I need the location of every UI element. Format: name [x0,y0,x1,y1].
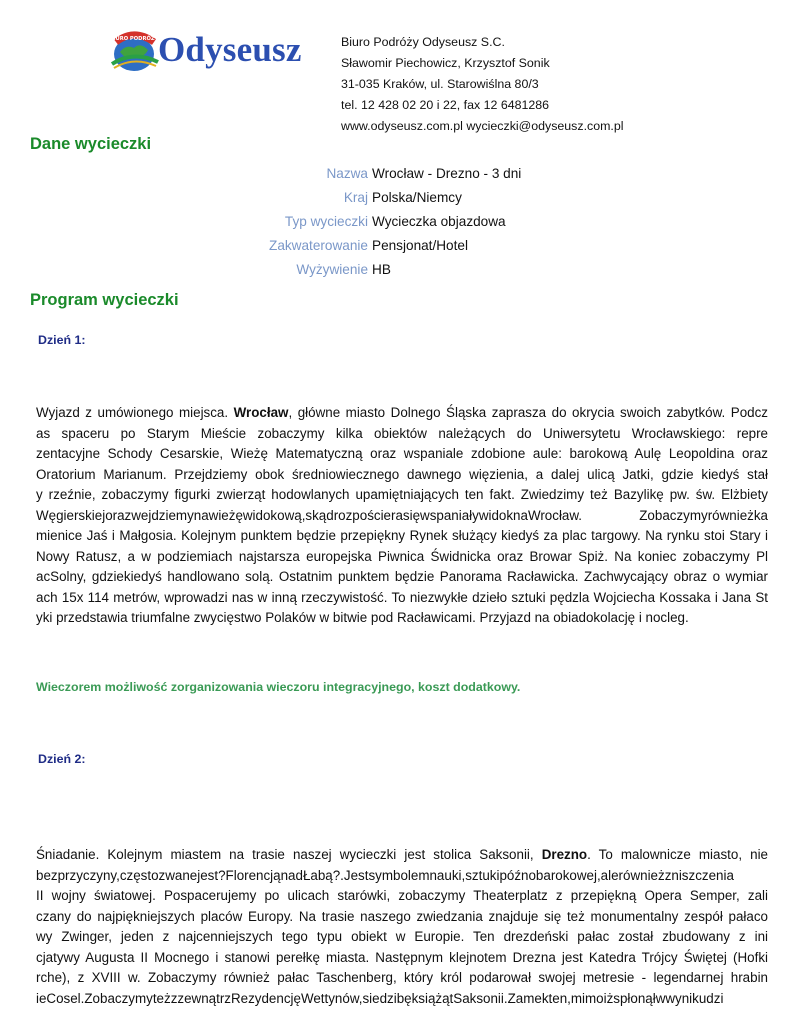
trip-details-heading: Dane wycieczki [30,135,152,153]
paragraph-line: cjatywy Augusta II Mocnego i stanowi perełkę miasta. Następnym klejnotem Drezna jest Katedra Trójcy Świętej (Hofki [36,949,768,965]
paragraph-line: wy Zwinger, jeden z najcenniejszych tego typu obiekt w Europie. Ten drezdeński pałac został zbudowany z ini [36,929,768,944]
paragraph-line: as spaceru po Starym Mieście zobaczymy kilka obiektów należących do Uniwersytetu Wrocławskiego: repre [36,425,768,441]
trip-label: Kraj [343,190,368,205]
trip-value: HB [372,262,391,277]
paragraph-line: ach 15x 114 metrów, wprowadzi nas w inną rzeczywistość. To niezwykłe dzieło sztuki pędzla Wojciecha Kossaka i Jana St [36,589,768,605]
day-1-title: Dzień 1: [38,333,86,347]
trip-label: Nazwa [326,166,368,181]
trip-value: Polska/Niemcy [372,190,462,205]
trip-label: Zakwaterowanie [269,238,368,253]
paragraph-line: Węgierskiejorazwejdziemynawieżęwidokową,skądrozpościerasięwspaniaływidoknaWrocław. Zobaczymyrównieżka [36,507,768,523]
paragraph-line: czany do najpiękniejszych placów Europy. Na trasie naszego zwiedzania znajduje się też monumentalny zespół pałaco [36,908,768,924]
logo-badge-text: BIURO PODRÓŻY [109,36,159,42]
paragraph-line: Śniadanie. Kolejnym miastem na trasie naszej wycieczki jest stolica Saksonii, Drezno. To malownicze miasto, nie [36,847,768,862]
trip-details-table [0,163,791,283]
paragraph-line: y rzeźnie, zobaczymy figurki zwierząt hodowlanych upamiętniających ten fakt. Zwiedzimy też Bazylikę pw. św. Elżbiety [36,487,768,502]
paragraph-line: rche), z XVIII w. Zobaczymy również pałac Taschenberg, który król podarował swojej metresie - legendarnej hrabin [36,970,768,985]
day-1-description [36,403,768,629]
trip-row-type [0,211,791,235]
trip-value: Wrocław - Drezno - 3 dni [372,166,522,181]
trip-value: Wycieczka objazdowa [372,214,506,229]
paragraph-line: bezprzyczyny,częstozwanejest?FlorencjąnadŁabą?.Jestsymbolemnauki,sztukipóźnobarokowej,alerównieżzniszczenia [36,867,734,883]
paragraph-line: II wojny światowej. Pospacerujemy po ulicach starówki, zobaczymy Theaterplatz z przepiękną Opera Semper, zali [36,888,768,903]
trip-value: Pensjonat/Hotel [372,238,468,253]
company-name: Biuro Podróży Odyseusz S.C. [341,35,505,49]
evening-note: Wieczorem możliwość zorganizowania wieczoru integracyjnego, koszt dodatkowy. [36,680,521,694]
paragraph-line: Oratorium Marianum. Przejdziemy obok średniowiecznego dawnego więzienia, a dalej ulicą Jatki, gdzie kiedyś stał [36,466,768,482]
company-web-email: www.odyseusz.com.pl wycieczki@odyseusz.com.pl [341,119,624,133]
trip-label: Wyżywienie [296,262,368,277]
trip-row-country [0,187,791,211]
company-phone: tel. 12 428 02 20 i 22, fax 12 6481286 [341,98,550,112]
paragraph-line: zentacyjne Schody Cesarskie, Wieżę Matematyczną oraz wspaniale zdobione aule: barokową Aulę Leopoldina oraz [36,446,768,461]
company-address: 31-035 Kraków, ul. Starowiślna 80/3 [341,77,539,91]
company-logo [106,28,306,76]
trip-row-accommodation [0,235,791,259]
trip-row-board [0,259,791,283]
trip-row-name [0,163,791,187]
paragraph-line: ieCosel.ZobaczymyteżzzewnątrzRezydencjęWettynów,siedzibęksiążątSaksonii.Zamekten,mimoiżspłonąłwwynikudzi [36,990,724,1006]
company-owners: Sławomir Piechowicz, Krzysztof Sonik [341,56,550,70]
trip-label: Typ wycieczki [284,214,368,229]
day-2-title: Dzień 2: [38,752,86,766]
paragraph-line: mienice Jaś i Małgosia. Kolejnym punktem będzie przepiękny Rynek służący kiedyś za plac targowy. Na rynku stoi Stary i [36,528,768,543]
paragraph-line: Wyjazd z umówionego miejsca. Wrocław, główne miasto Dolnego Śląska zaprasza do okrycia swoich zabytków. Podcz [36,405,768,420]
paragraph-line: acSolny, gdziekiedyś handlowano solą. Ostatnim punktem będzie Panorama Racławicka. Zachwycający obraz o wymiar [36,569,768,584]
company-contact-block [341,32,624,137]
logo-wordmark: Odyseusz [158,30,302,69]
program-heading: Program wycieczki [30,291,179,309]
paragraph-line: Nowy Ratusz, a w podziemiach najstarsza europejska Piwnica Świdnicka oraz Browar Spiż. Na koniec zobaczymy Pl [36,548,768,564]
day-2-description [36,845,768,1009]
paragraph-line: yki przedstawia triumfalne zwycięstwo Polaków w bitwie pod Racławicami. Przyjazd na obiadokolację i nocleg. [36,610,689,625]
globe-logo-icon [106,28,162,74]
